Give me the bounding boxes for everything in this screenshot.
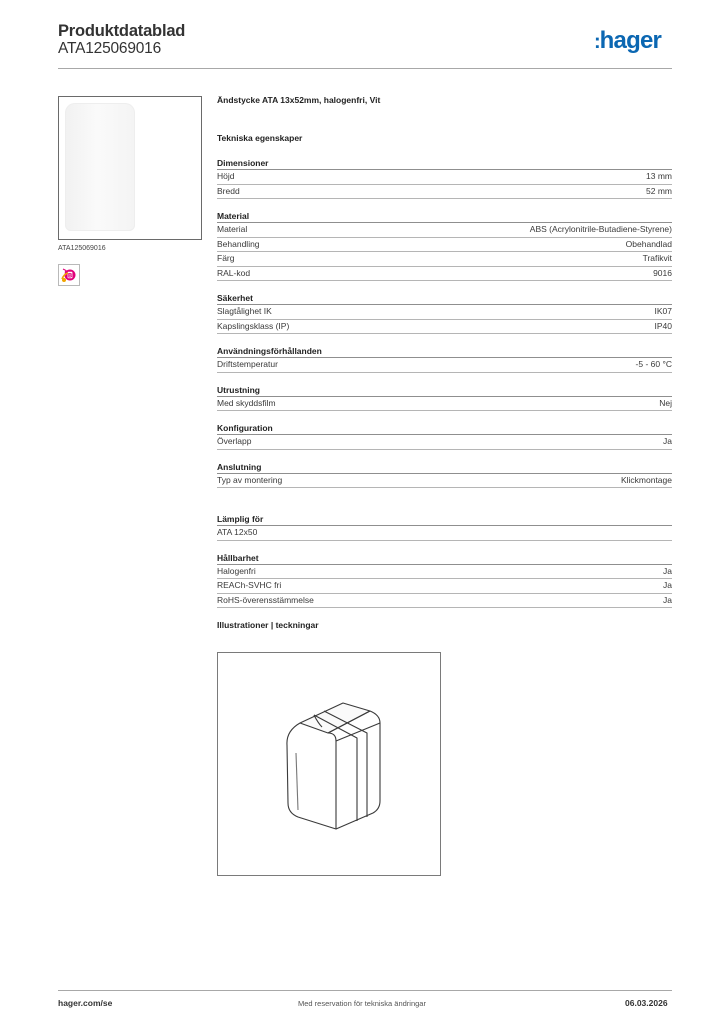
spec-value: Trafikvit: [642, 253, 672, 263]
hager-logo: [594, 27, 661, 55]
spec-section: [217, 513, 672, 541]
spec-label: ATA 12x50: [217, 527, 258, 537]
svg-text:B: B: [67, 272, 73, 280]
spec-value: IP40: [654, 320, 672, 331]
spec-section: [217, 157, 672, 199]
product-image: [58, 96, 202, 240]
spec-row: [217, 435, 672, 450]
product-photo-shape: [65, 103, 135, 231]
section-heading: Utrustning: [217, 384, 672, 397]
spec-value: 52 mm: [646, 185, 672, 196]
logo-dots: :: [594, 31, 599, 53]
spec-label: Driftstemperatur: [217, 359, 278, 369]
spec-value: -5 - 60 °C: [635, 359, 672, 369]
spec-value: Klickmontage: [620, 474, 672, 485]
section-heading: Material: [217, 210, 672, 223]
spec-section: [217, 292, 672, 334]
spec-row: [217, 252, 672, 267]
spec-row: [217, 185, 672, 200]
spec-value: ABS (Acrylonitrile-Butadiene-Styrene): [529, 224, 672, 234]
spec-row: [217, 358, 672, 373]
spec-section: [217, 345, 672, 373]
spec-row: [217, 397, 672, 412]
spec-value: 13 mm: [646, 171, 672, 181]
spec-value: 9016: [653, 267, 672, 278]
illustration-frame: [217, 652, 441, 876]
spec-value: Ja: [663, 580, 672, 590]
spec-section: [217, 461, 672, 489]
section-heading: Dimensioner: [217, 157, 672, 170]
spec-label: Kapslingsklass (IP): [217, 320, 290, 331]
spec-label: Material: [217, 224, 248, 234]
footer-divider: [58, 990, 672, 991]
section-heading: Användningsförhållanden: [217, 345, 672, 358]
product-title: Ändstycke ATA 13x52mm, halogenfri, Vit: [217, 95, 381, 105]
product-code: ATA125069016: [58, 40, 162, 57]
product-image-caption: ATA125069016: [58, 245, 106, 252]
spec-label: Slagtålighet IK: [217, 306, 272, 316]
spec-label: Höjd: [217, 171, 235, 181]
spec-row: [217, 320, 672, 335]
spec-label: Halogenfri: [217, 565, 256, 576]
illustrations-heading: Illustrationer | teckningar: [217, 620, 319, 630]
spec-label: Bredd: [217, 185, 240, 196]
suitable-for-section: [217, 513, 672, 541]
spec-value: Nej: [659, 397, 672, 408]
technical-properties-heading: Tekniska egenskaper: [217, 133, 303, 143]
spec-section: [217, 552, 672, 609]
spec-row: [217, 594, 672, 609]
header-divider: [58, 68, 672, 69]
spec-value: Ja: [663, 565, 672, 576]
sustainability-section: [217, 552, 672, 609]
page-title: Produktdatablad: [58, 22, 186, 40]
spec-row: [217, 267, 672, 282]
spec-section: [217, 384, 672, 412]
spec-sections: [217, 157, 672, 488]
spec-section: [217, 422, 672, 450]
section-heading: Hållbarhet: [217, 552, 672, 565]
spec-label: RAL-kod: [217, 267, 251, 278]
spec-row: [217, 305, 672, 320]
logo-text: hager: [599, 27, 662, 54]
section-heading: Lämplig för: [217, 513, 672, 526]
spec-label: REACh-SVHC fri: [217, 580, 282, 590]
footer-date: 06.03.2026: [625, 998, 668, 1008]
spec-label: Överlapp: [217, 436, 252, 446]
spec-value: IK07: [654, 306, 672, 316]
spec-label: Typ av montering: [217, 474, 283, 485]
section-heading: Säkerhet: [217, 292, 672, 305]
spec-label: Behandling: [217, 238, 260, 249]
recycle-label-icon: [58, 264, 80, 286]
spacer: [217, 499, 672, 513]
spec-content: [217, 95, 672, 630]
section-heading: Konfiguration: [217, 422, 672, 435]
spec-label: RoHS-överensstämmelse: [217, 594, 314, 605]
spec-row: [217, 526, 672, 541]
spec-row: [217, 565, 672, 580]
spec-row: [217, 223, 672, 238]
spec-label: Färg: [217, 253, 235, 263]
recycle-label-icon-svg: [59, 265, 79, 285]
footer-disclaimer: Med reservation för tekniska ändringar: [298, 999, 426, 1008]
section-heading: Anslutning: [217, 461, 672, 474]
spec-section: [217, 210, 672, 281]
spec-value: Ja: [663, 436, 672, 446]
spec-row: [217, 474, 672, 489]
spec-value: Obehandlad: [625, 238, 672, 249]
end-cap-drawing: [218, 653, 440, 875]
footer-website: hager.com/se: [58, 998, 113, 1008]
spec-value: Ja: [663, 594, 672, 605]
spec-row: [217, 238, 672, 253]
spec-row: [217, 579, 672, 594]
spec-row: [217, 170, 672, 185]
spec-label: Med skyddsfilm: [217, 397, 276, 408]
